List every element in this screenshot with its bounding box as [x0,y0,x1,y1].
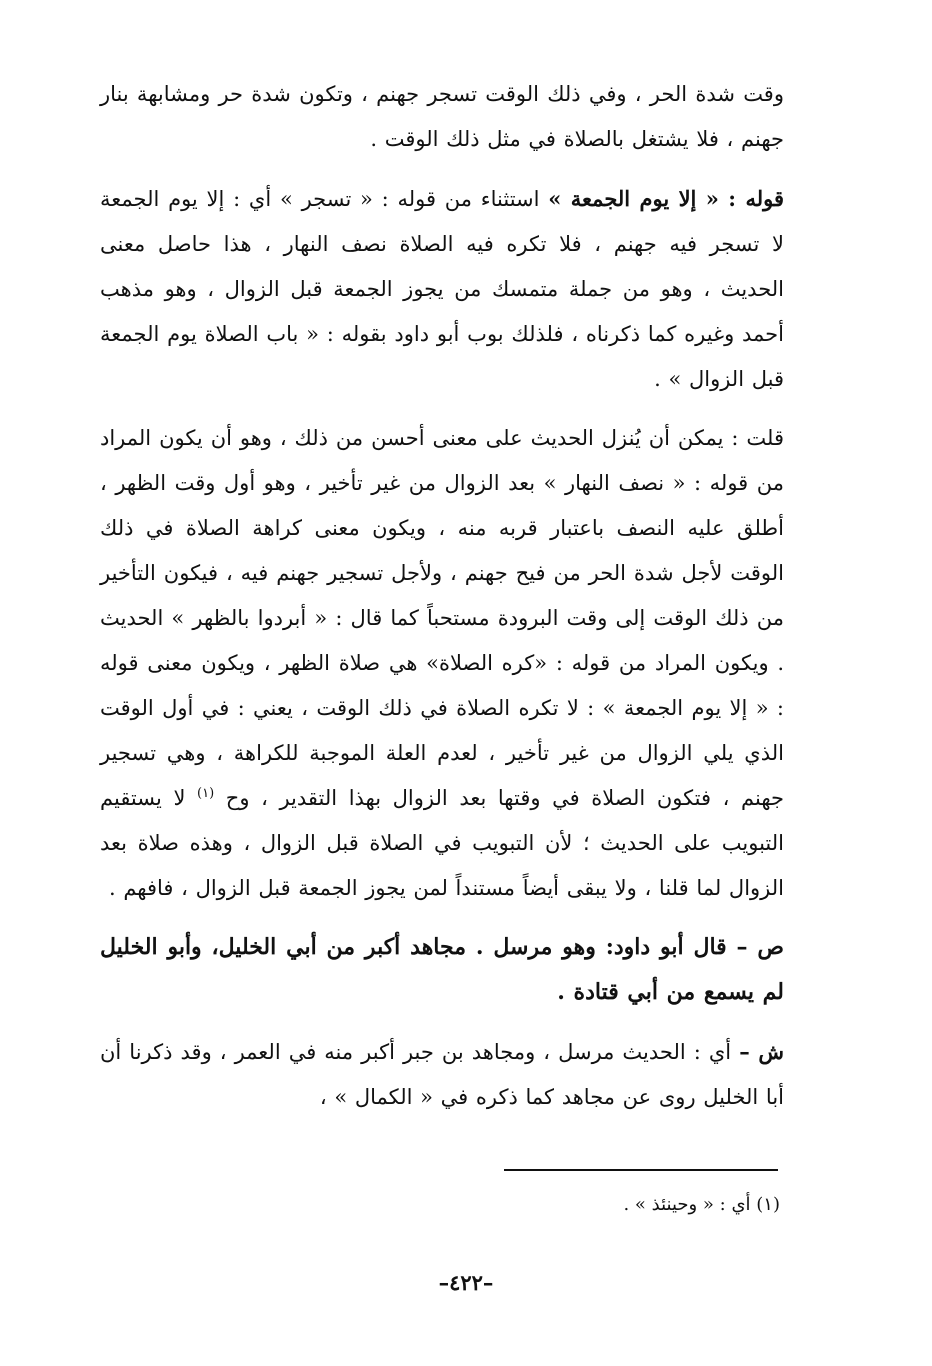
paragraph-3-text-before-note: قلت : يمكن أن يُنزل الحديث على معنى أحسن من ذلك ، وهو أن يكون المراد من قوله : « نصف النهار » بعد الزوال من غير تأخير ، وهو أول وقت الظهر ، أطلق عليه النصف باعتبار قربه منه ، ويكون معنى كراهة الصلاة في ذلك الوقت لأجل شدة الحر من فيح جهنم ، ولأجل تسجير جهنم فيه ، فيكون التأخير من ذلك الوقت إلى وقت البرودة مستحباً كما قال : « أبردوا بالظهر » الحديث . ويكون المراد من قوله : «كره الصلاة» هي صلاة الظهر ، ويكون معنى قوله : « إلا يوم الجمعة » : لا تكره الصلاة في ذلك الوقت ، يعني : في أول الوقت الذي يلي الزوال من غير تأخير ، لعدم العلة الموجبة للكراهة ، وهي تسجير جهنم ، فتكون الصلاة في وقتها بعد الزوال بهذا التقدير ، وح [100,426,785,810]
paragraph-1 [100,72,784,162]
paragraph-2 [100,176,784,402]
page-body [100,72,784,1134]
footnote-divider [504,1169,778,1171]
paragraph-4-matn [100,925,784,1015]
paragraph-2-text: استثناء من قوله : « تسجر » أي : إلا يوم الجمعة لا تسجر فيه جهنم ، فلا تكره فيه الصلاة نصف النهار ، هذا حاصل معنى الحديث ، وهو من جملة متمسك من يجوز الجمعة قبل الزوال ، وهو مذهب أحمد وغيره كما ذكرناه ، فلذلك بوب أبو داود بقوله : « باب الصلاة يوم الجمعة قبل الزوال » . [100,187,784,391]
paragraph-2-lead: قوله : « إلا يوم الجمعة » [548,186,784,211]
footnote: (١) أي : « وحينئذ » . [623,1194,780,1215]
paragraph-5-text: أي : الحديث مرسل ، ومجاهد بن جبر أكبر منه في العمر ، وقد ذكرنا أن أبا الخليل روى عن مجاهد كما ذكره في « الكمال » ، [100,1040,784,1109]
paragraph-5 [100,1029,784,1120]
page-number: –٤٢٢– [438,1270,494,1295]
paragraph-4-text: ص – قال أبو داود: وهو مرسل . مجاهد أكبر من أبي الخليل، وأبو الخليل لم يسمع من أبي قتادة . [100,934,784,1005]
paragraph-1-text: وقت شدة الحر ، وفي ذلك الوقت تسجر جهنم ، وتكون شدة حر ومشابهة بنار جهنم ، فلا يشتغل بالصلاة في مثل ذلك الوقت . [100,82,784,151]
paragraph-3-text-after-note: لا يستقيم التبويب على الحديث ؛ لأن التبويب في الصلاة قبل الزوال ، وهذه صلاة بعد الزوال لما قلنا ، ولا يبقى أيضاً مستنداً لمن يجوز الجمعة قبل الزوال ، فافهم . [100,786,784,900]
paragraph-5-lead: ش – [739,1039,784,1064]
footnote-reference[interactable]: (١) [197,786,215,801]
paragraph-3 [100,416,784,911]
